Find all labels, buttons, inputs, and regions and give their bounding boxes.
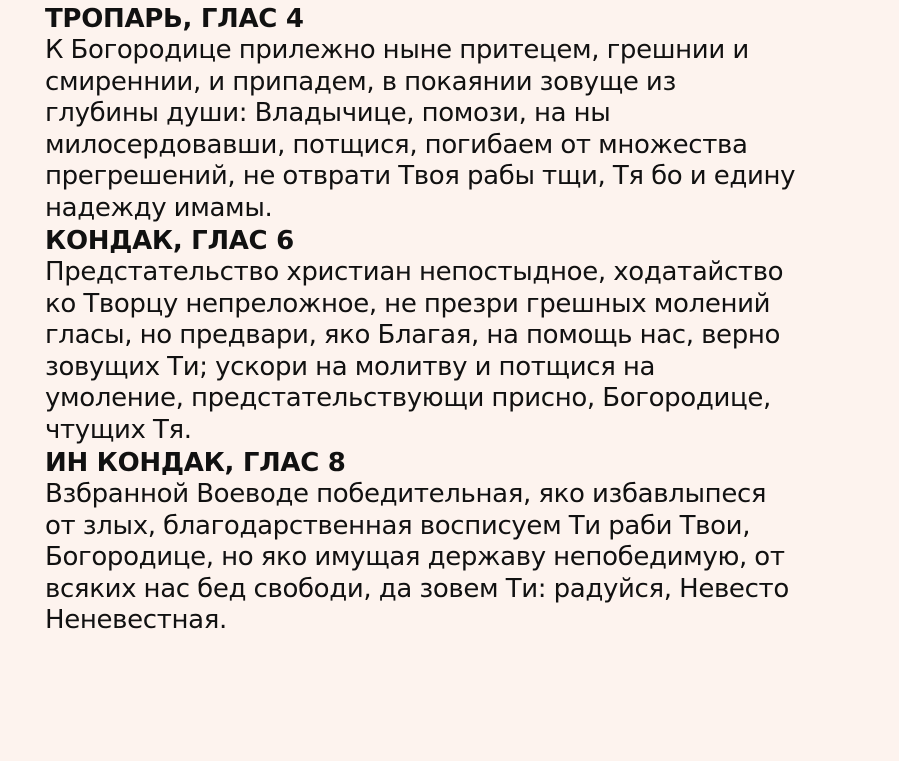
text-line: Предстательство христиан непостыдное, ходатайство bbox=[45, 257, 784, 287]
troparion-section bbox=[45, 4, 899, 224]
text-line: милосердовавши, потщися, погибаем от множества bbox=[45, 129, 748, 160]
prayer-text bbox=[45, 257, 875, 446]
text-line: от злых, благодарственная восписуем Ти раби Твои, bbox=[45, 510, 751, 541]
text-line: Взбранной Воеводе победительная, яко избавлыпеся bbox=[45, 479, 767, 509]
heading-label: ТРОПАРЬ, ГЛАС bbox=[45, 4, 278, 34]
text-line: глубины души: Владычице, помози, на ны bbox=[45, 98, 611, 128]
text-line: умоление, предстательствующи присно, Богородице, bbox=[45, 383, 771, 413]
heading-label: ИН КОНДАК, ГЛАС bbox=[45, 448, 320, 478]
text-line: прегрешений, не отврати Твоя рабы тщи, Тя бо и едину bbox=[45, 161, 796, 191]
section-heading bbox=[45, 448, 899, 479]
prayer-text bbox=[45, 479, 875, 637]
prayer-text bbox=[45, 35, 875, 224]
glas-number: 8 bbox=[327, 448, 346, 478]
heading-label: КОНДАК, ГЛАС bbox=[45, 226, 268, 256]
other-kontakion-section bbox=[45, 448, 899, 637]
text-line: надежду имамы. bbox=[45, 192, 273, 223]
text-line: зовущих Ти; ускори на молитву и потщися на bbox=[45, 351, 656, 382]
section-heading bbox=[45, 226, 899, 257]
text-line: Богородице, но яко имущая державу непобедимую, от bbox=[45, 542, 785, 572]
text-line: К Богородице прилежно ныне притецем, грешнии и bbox=[45, 35, 749, 65]
text-line: гласы, но предвари, яко Благая, на помощь нас, верно bbox=[45, 320, 781, 350]
glas-number: 4 bbox=[285, 4, 304, 34]
text-line: смиреннии, и припадем, в покаянии зовуще из bbox=[45, 66, 676, 97]
text-line: Неневестная. bbox=[45, 605, 227, 635]
glas-number: 6 bbox=[276, 226, 294, 256]
text-line: всяких нас бед свободи, да зовем Ти: радуйся, Невесто bbox=[45, 573, 789, 604]
text-line: ко Творцу непреложное, не презри грешных молений bbox=[45, 288, 771, 319]
kontakion-section bbox=[45, 226, 899, 446]
section-heading bbox=[45, 4, 899, 35]
text-line: чтущих Тя. bbox=[45, 414, 192, 445]
